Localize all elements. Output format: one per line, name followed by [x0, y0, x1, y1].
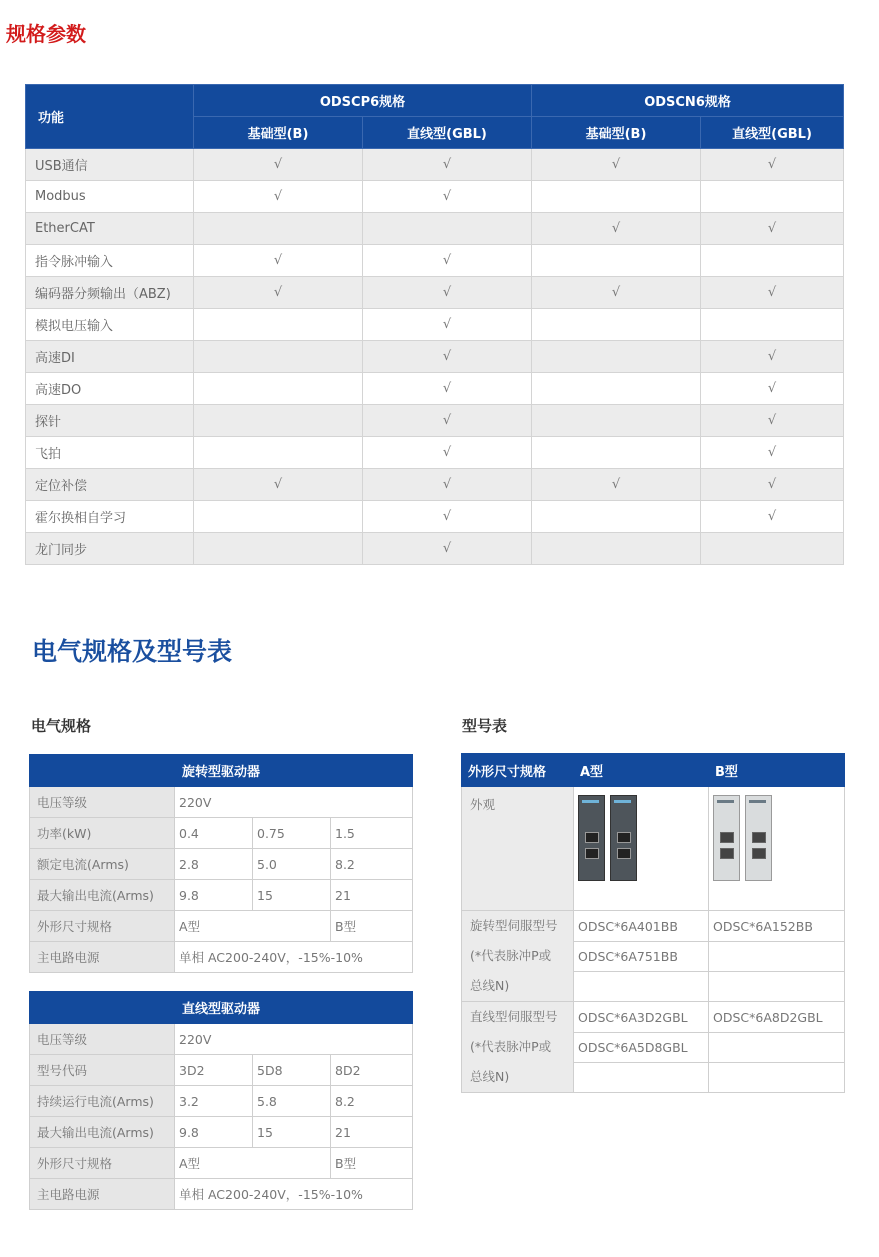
support-mark: √: [532, 469, 701, 501]
linear-model-b: [709, 1063, 845, 1093]
table-row: [26, 245, 844, 277]
support-mark: √: [701, 501, 844, 533]
support-mark: √: [363, 309, 532, 341]
support-mark: √: [701, 437, 844, 469]
max-current-value: 15: [253, 1117, 331, 1148]
support-mark: √: [194, 469, 363, 501]
size-label: 外形尺寸规格: [30, 911, 175, 942]
rotary-model-b: [709, 972, 845, 1002]
servo-driver-icon: [578, 795, 605, 881]
size-label: 外形尺寸规格: [30, 1148, 175, 1179]
support-mark: √: [363, 501, 532, 533]
function-name: 模拟电压输入: [26, 309, 194, 341]
voltage-value: 220V: [175, 1024, 413, 1055]
electrical-sub-title: 电气规格: [31, 717, 92, 735]
page-title: 规格参数: [6, 22, 86, 46]
support-mark: [532, 309, 701, 341]
support-mark: [532, 373, 701, 405]
rated-current-value: 5.0: [253, 849, 331, 880]
support-mark: [701, 533, 844, 565]
support-mark: √: [363, 277, 532, 309]
subheader-p-linear: 直线型(GBL): [363, 117, 532, 149]
header-odscn6: ODSCN6规格: [532, 85, 844, 117]
driver-image-a: [574, 787, 709, 911]
continuous-current-value: 8.2: [331, 1086, 413, 1117]
linear-model-label-line: 总线N): [470, 1069, 510, 1084]
model-sub-title: 型号表: [462, 717, 508, 735]
table-row: [26, 501, 844, 533]
linear-model-a: ODSC*6A5D8GBL: [574, 1033, 709, 1063]
power-value: 0.4: [175, 818, 253, 849]
size-a: A型: [175, 1148, 331, 1179]
rated-current-value: 2.8: [175, 849, 253, 880]
rotary-model-a: [574, 972, 709, 1002]
support-mark: [532, 533, 701, 565]
power-value: 0.75: [253, 818, 331, 849]
supply-value: 单相 AC200-240V，-15%-10%: [175, 942, 413, 973]
support-mark: [532, 437, 701, 469]
size-a: A型: [175, 911, 331, 942]
model-code-value: 3D2: [175, 1055, 253, 1086]
linear-model-a: ODSC*6A3D2GBL: [574, 1002, 709, 1033]
support-mark: √: [194, 277, 363, 309]
model-header-size: 外形尺寸规格: [462, 754, 574, 787]
support-mark: [363, 213, 532, 245]
table-row: [26, 213, 844, 245]
voltage-value: 220V: [175, 787, 413, 818]
rotary-model-a: ODSC*6A751BB: [574, 942, 709, 972]
support-mark: √: [701, 373, 844, 405]
model-code-value: 5D8: [253, 1055, 331, 1086]
table-row: [26, 437, 844, 469]
function-name: 霍尔换相自学习: [26, 501, 194, 533]
support-mark: [532, 245, 701, 277]
linear-model-label-line: (*代表脉冲P或: [470, 1039, 552, 1054]
function-name: 指令脉冲输入: [26, 245, 194, 277]
support-mark: [532, 341, 701, 373]
support-mark: [194, 373, 363, 405]
continuous-current-value: 5.8: [253, 1086, 331, 1117]
support-mark: [532, 181, 701, 213]
support-mark: [194, 533, 363, 565]
support-mark: √: [194, 149, 363, 181]
support-mark: √: [363, 533, 532, 565]
support-mark: √: [363, 373, 532, 405]
max-current-value: 21: [331, 1117, 413, 1148]
table-row: [26, 341, 844, 373]
support-mark: √: [701, 213, 844, 245]
support-mark: √: [532, 149, 701, 181]
servo-driver-icon: [745, 795, 772, 881]
rotary-model-label-line: 总线N): [470, 978, 510, 993]
continuous-current-value: 3.2: [175, 1086, 253, 1117]
support-mark: √: [363, 181, 532, 213]
size-b: B型: [331, 1148, 413, 1179]
table-row: [26, 149, 844, 181]
support-mark: √: [363, 149, 532, 181]
subheader-p-basic: 基础型(B): [194, 117, 363, 149]
subheader-n-basic: 基础型(B): [532, 117, 701, 149]
support-mark: [701, 181, 844, 213]
max-current-value: 21: [331, 880, 413, 911]
voltage-label: 电压等级: [30, 787, 175, 818]
linear-model-label: [462, 1002, 574, 1093]
function-name: Modbus: [26, 181, 194, 213]
support-mark: [194, 437, 363, 469]
max-current-label: 最大输出电流(Arms): [30, 1117, 175, 1148]
rotary-model-label-line: (*代表脉冲P或: [470, 948, 552, 963]
subheader-n-linear: 直线型(GBL): [701, 117, 844, 149]
support-mark: √: [363, 245, 532, 277]
linear-table-title: 直线型驱动器: [30, 992, 413, 1024]
size-b: B型: [331, 911, 413, 942]
table-row: [26, 533, 844, 565]
support-mark: √: [363, 469, 532, 501]
table-row: [26, 277, 844, 309]
model-code-value: 8D2: [331, 1055, 413, 1086]
supply-value: 单相 AC200-240V，-15%-10%: [175, 1179, 413, 1210]
table-row: [26, 405, 844, 437]
support-mark: [532, 405, 701, 437]
support-mark: √: [194, 181, 363, 213]
supply-label: 主电路电源: [30, 942, 175, 973]
support-mark: [194, 213, 363, 245]
function-name: 高速DO: [26, 373, 194, 405]
support-mark: √: [363, 405, 532, 437]
voltage-label: 电压等级: [30, 1024, 175, 1055]
header-odscp6: ODSCP6规格: [194, 85, 532, 117]
linear-model-label-line: 直线型伺服型号: [470, 1009, 558, 1024]
support-mark: [194, 501, 363, 533]
linear-driver-table: [29, 991, 413, 1210]
linear-model-a: [574, 1063, 709, 1093]
model-header-b: B型: [709, 754, 845, 787]
table-row: [26, 373, 844, 405]
support-mark: [194, 405, 363, 437]
servo-driver-icon: [610, 795, 637, 881]
function-name: 龙门同步: [26, 533, 194, 565]
spec-table: [25, 84, 844, 565]
support-mark: √: [194, 245, 363, 277]
support-mark: √: [701, 277, 844, 309]
support-mark: √: [532, 213, 701, 245]
max-current-value: 9.8: [175, 880, 253, 911]
linear-model-b: ODSC*6A8D2GBL: [709, 1002, 845, 1033]
support-mark: √: [532, 277, 701, 309]
support-mark: [194, 309, 363, 341]
driver-image-b: [709, 787, 845, 911]
function-name: 编码器分频输出（ABZ): [26, 277, 194, 309]
model-header-a: A型: [574, 754, 709, 787]
rotary-driver-table: [29, 754, 413, 973]
rotary-model-b: ODSC*6A152BB: [709, 911, 845, 942]
support-mark: [701, 309, 844, 341]
rotary-model-b: [709, 942, 845, 972]
header-function: 功能: [26, 85, 194, 149]
max-current-label: 最大输出电流(Arms): [30, 880, 175, 911]
model-table: [461, 753, 845, 1093]
rotary-model-a: ODSC*6A401BB: [574, 911, 709, 942]
table-row: [26, 469, 844, 501]
appearance-label: 外观: [462, 787, 574, 911]
rotary-model-label-line: 旋转型伺服型号: [470, 918, 558, 933]
power-label: 功率(kW): [30, 818, 175, 849]
rated-current-value: 8.2: [331, 849, 413, 880]
rated-current-label: 额定电流(Arms): [30, 849, 175, 880]
electrical-section-title: 电气规格及型号表: [32, 637, 233, 666]
support-mark: √: [363, 437, 532, 469]
support-mark: [701, 245, 844, 277]
support-mark: √: [701, 341, 844, 373]
support-mark: √: [363, 341, 532, 373]
table-row: [26, 309, 844, 341]
support-mark: √: [701, 469, 844, 501]
support-mark: √: [701, 149, 844, 181]
servo-driver-icon: [713, 795, 740, 881]
supply-label: 主电路电源: [30, 1179, 175, 1210]
rotary-model-label: [462, 911, 574, 1002]
function-name: USB通信: [26, 149, 194, 181]
function-name: 飞拍: [26, 437, 194, 469]
power-value: 1.5: [331, 818, 413, 849]
linear-model-b: [709, 1033, 845, 1063]
support-mark: √: [701, 405, 844, 437]
function-name: EtherCAT: [26, 213, 194, 245]
max-current-value: 9.8: [175, 1117, 253, 1148]
function-name: 探针: [26, 405, 194, 437]
model-code-label: 型号代码: [30, 1055, 175, 1086]
support-mark: [532, 501, 701, 533]
support-mark: [194, 341, 363, 373]
rotary-table-title: 旋转型驱动器: [30, 755, 413, 787]
table-row: [26, 181, 844, 213]
max-current-value: 15: [253, 880, 331, 911]
function-name: 定位补偿: [26, 469, 194, 501]
function-name: 高速DI: [26, 341, 194, 373]
continuous-current-label: 持续运行电流(Arms): [30, 1086, 175, 1117]
